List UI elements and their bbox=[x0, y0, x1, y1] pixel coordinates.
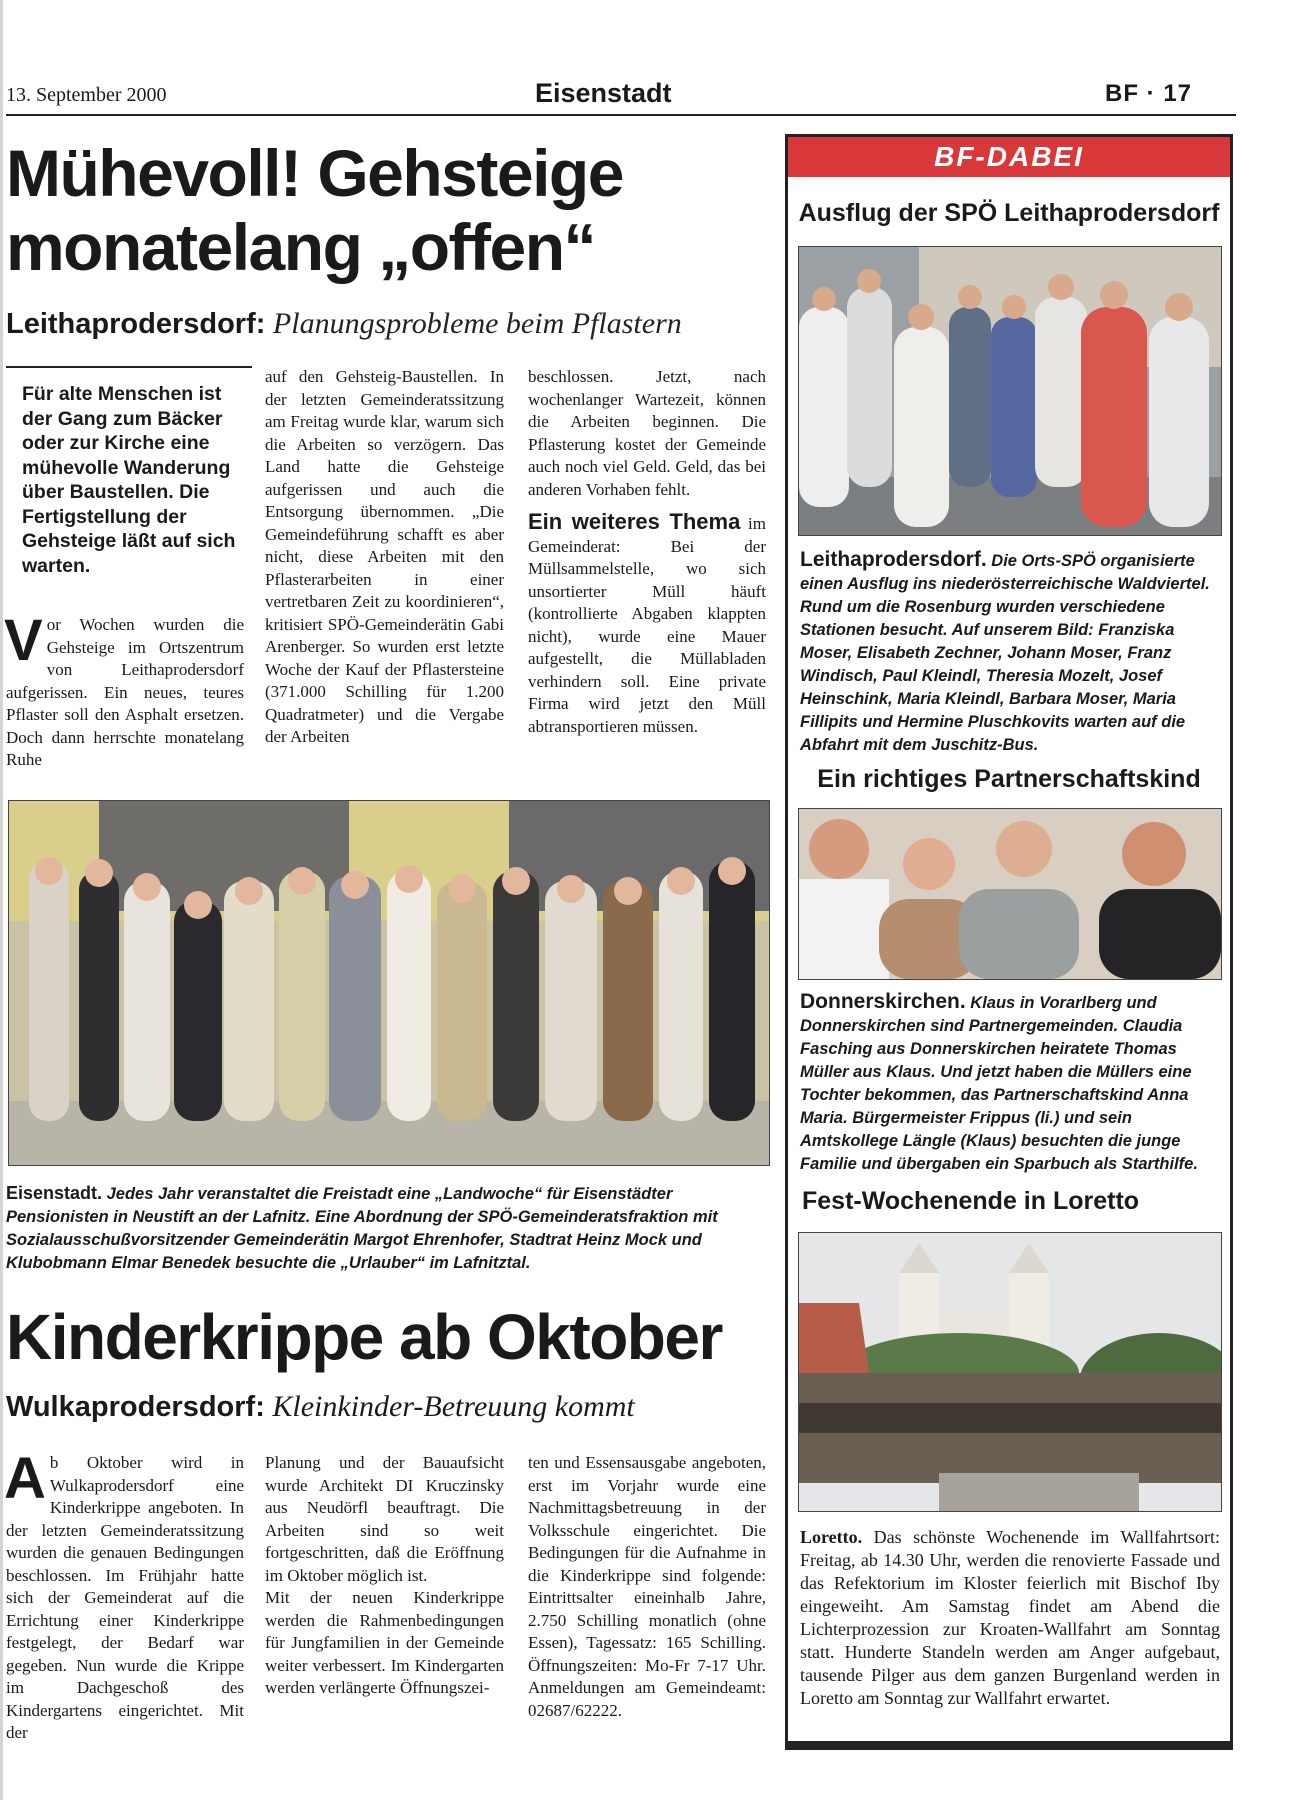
article2-col2-text: Planung und der Bauaufsicht wurde Architekt DI Kruczinsky aus Neudörfl beauftragt. Die Arbeiten sind so weit fortgeschritten, daß die Eröffnung im Oktober möglich ist. bbox=[265, 1453, 504, 1585]
sidebar-story3-headline: Fest-Wochenende in Loretto bbox=[802, 1187, 1140, 1215]
article1-lead: Für alte Menschen ist der Gang zum Bäcker oder zur Kirche eine mühevolle Wanderung über Baustellen. Die Fertigstellung der Gehsteige läßt auf sich warten. bbox=[22, 383, 236, 577]
sidebar-story2-headline: Ein richtiges Partnerschaftskind bbox=[817, 765, 1201, 793]
sidebar-story1-photo bbox=[798, 246, 1222, 536]
sidebar-bottom-rule bbox=[785, 1744, 1233, 1750]
article2-kicker-sub: Kleinkinder-Betreuung kommt bbox=[264, 1390, 635, 1423]
article1-kicker-sub: Planungsprobleme beim Pflastern bbox=[265, 307, 682, 340]
sidebar-story3-caption-text: Das schönste Wochenende im Wallfahrtsort: Freitag, ab 14.30 Uhr, werden die renovierte Fassade und das Refektorium im Kloster feierlich mit Bischof Iby eingeweiht. Am Samstag findet am Abend die Lichterprozession zur Kroaten-Wallfahrt am Sonntag statt. Hunderte Standeln werden am Anger aufgebaut, tausende Pilger aus dem ganzen Burgenland werden in Loretto am Sonntag zur Wallfahrt erwartet. bbox=[800, 1527, 1220, 1708]
sidebar-banner: BF-DABEI bbox=[788, 137, 1230, 177]
sidebar-story3-caption bbox=[800, 1526, 1220, 1710]
sidebar-story1-caption-text: Die Orts-SPÖ organisierte einen Ausflug ins niederösterreichische Waldviertel. Rund um die Rosenburg wurden verschiedene Stationen besucht. Auf unserem Bild: Franziska Moser, Elisabeth Zechner, Johann Moser, Franz Windisch, Paul Kleindl, Theresia Mozelt, Josef Heinschink, Maria Kleindl, Barbara Moser, Maria Fillipits und Hermine Pluschkovits warten auf die Abfahrt mit dem Juschitz-Bus. bbox=[800, 552, 1210, 754]
article2-kicker bbox=[6, 1390, 776, 1424]
article1-col2-text: auf den Gehsteig-Baustellen. In der letzten Gemeinderatssitzung am Freitag wurde klar, warum sich die Arbeiten so verzögern. Das Land hatte die Gehsteige aufgerissen und auch die Entsorgung übernommen. „Die Gemeindeführung schafft es aber nicht, diese Arbeiten mit den Pflasterarbeiten in einer vertretbaren Zeit zu koordinieren“, kritisiert SPÖ-Gemeinderätin Gabi Arenberger. So wurden erst letzte Woche der Kauf der Pflastersteine (371.000 Schilling für 1.200 Quadratmeter) und die Vergabe der Arbeiten bbox=[265, 367, 504, 746]
article1-dropcap: V bbox=[4, 608, 43, 673]
group-photo-caption bbox=[6, 1182, 766, 1275]
article1-col2 bbox=[265, 366, 504, 749]
article1-headline-line1: Mühevoll! Gehsteige bbox=[6, 136, 623, 210]
header-rule bbox=[6, 114, 1236, 116]
article1-kicker-place: Leithaprodersdorf: bbox=[6, 308, 266, 340]
page-edge bbox=[0, 0, 3, 1800]
sidebar-story2-caption-place: Donnerskirchen. bbox=[800, 990, 966, 1013]
article2-col3 bbox=[528, 1452, 766, 1722]
article1-headline bbox=[6, 136, 766, 284]
sidebar-story3-caption-place: Loretto. bbox=[800, 1527, 863, 1547]
article2-headline: Kinderkrippe ab Oktober bbox=[6, 1301, 722, 1373]
article2-dropcap: A bbox=[4, 1446, 46, 1511]
lead-rule bbox=[6, 366, 252, 368]
sidebar-story2-caption-text: Klaus in Vorarlberg und Donnerskirchen sind Partnergemeinden. Claudia Fasching aus Donnerskirchen heiratete Thomas Müller aus Klaus. Und jetzt haben die Müllers eine Tochter bekommen, das Partnerschaftskind Anna Maria. Bürgermeister Frippus (li.) und sein Amtskollege Längle (Klaus) besuchten die junge Familie und übergaben ein Sparbuch als Starthilfe. bbox=[800, 994, 1198, 1173]
article1-subhead: Ein weiteres Thema bbox=[528, 509, 741, 534]
section-title: Eisenstadt bbox=[535, 78, 672, 108]
article1-headline-line2: monatelang „offen“ bbox=[6, 210, 596, 284]
issue-date: 13. September 2000 bbox=[6, 84, 167, 106]
article1-col1-text: or Wochen wurden die Gehsteige im Ortszentrum von Leithaprodersdorf aufgerissen. Ein neues, teures Pflaster soll den Asphalt ersetzen. Doch dann herrschte monatelang Ruhe bbox=[6, 615, 244, 769]
group-photo bbox=[8, 800, 770, 1166]
article1-col3-text: beschlossen. Jetzt, nach wochenlanger Wartezeit, können die Arbeiten beginnen. Die Pflasterung kostet der Gemeinde auch noch viel Geld. Geld, das bei anderen Vorhaben fehlt. bbox=[528, 367, 766, 499]
article2-col2-text2: Mit der neuen Kinderkrippe werden die Rahmenbedingungen für Jungfamilien in der Gemeinde weiter verbessert. Im Kindergarten werden verlängerte Öffnungszei- bbox=[265, 1588, 504, 1697]
sidebar-story2-photo bbox=[798, 808, 1222, 980]
article1-col3 bbox=[528, 366, 766, 738]
sidebar-story2-caption bbox=[800, 990, 1220, 1176]
sidebar-story3-photo bbox=[798, 1232, 1222, 1512]
article1-kicker bbox=[6, 306, 776, 342]
sidebar-story1-headline: Ausflug der SPÖ Leithaprodersdorf bbox=[798, 199, 1220, 227]
group-photo-caption-text: Jedes Jahr veranstaltet die Freistadt eine „Landwoche“ für Eisenstädter Pensionisten in Neustift an der Lafnitz. Eine Abordnung der SPÖ-Gemeinderatsfraktion mit Sozialausschußvorsitzender Gemeinderätin Margot Ehrenhofer, Stadtrat Heinz Mock und Klubobmann Elmar Benedek besuchte die „Urlauber“ im Lafnitztal. bbox=[6, 1185, 718, 1272]
sidebar-story1-caption-place: Leithaprodersdorf. bbox=[800, 548, 987, 571]
group-photo-caption-place: Eisenstadt. bbox=[6, 1183, 103, 1203]
article1-col3-text2: im Gemeinderat: Bei der Müllsammelstelle, wo sich unsortierter Müll häuft (kontrollierte Abgaben klappten nicht), wurde eine Mauer aufgestellt, die Müllabladen verhindern soll. Eine private Firma wird jetzt den Müll abtransportieren müssen. bbox=[528, 514, 766, 736]
page-number: BF · 17 bbox=[1105, 80, 1193, 107]
article2-col1 bbox=[4, 1446, 244, 1745]
article2-col1-text: b Oktober wird in Wulkaprodersdorf eine Kinderkrippe angeboten. In der letzten Gemeinderatssitzung wurden die genauen Bedingungen beschlossen. Im Frühjahr hatte sich der Gemeinderat auf die Errichtung einer Kinderkrippe festgelegt, der Bedarf war gegeben. Nun wurde die Krippe im Dachgeschoß des Kindergartens eingerichtet. Mit der bbox=[6, 1453, 244, 1742]
article2-kicker-place: Wulkaprodersdorf: bbox=[6, 1391, 265, 1423]
article1-col1 bbox=[4, 608, 244, 772]
sidebar-story1-caption bbox=[800, 548, 1220, 757]
article2-col3-text: ten und Essensausgabe angeboten, erst im Vorjahr wurde eine Nachmittagsbetreuung in der Volksschule eingerichtet. Die Bedingungen für die Aufnahme in die Kinderkrippe sind folgende: Eintrittsalter eineinhalb Jahre, 2.750 Schilling monatlich (ohne Essen), Tagessatz: 165 Schilling. Öffnungszeiten: Mo-Fr 7-17 Uhr. Anmeldungen am Gemeindeamt: 02687/62222. bbox=[528, 1453, 766, 1720]
article2-col2 bbox=[265, 1452, 504, 1700]
